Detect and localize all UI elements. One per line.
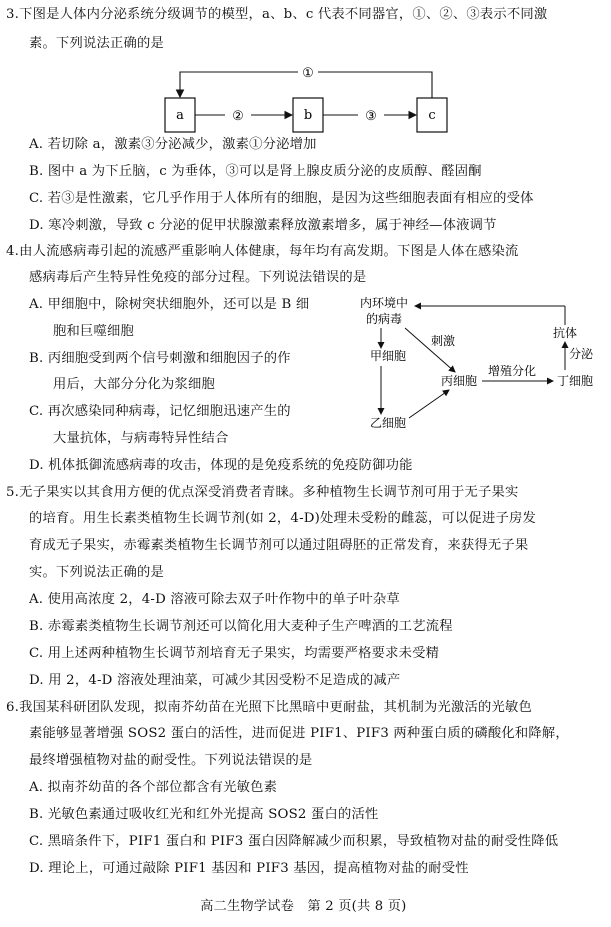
q5-option-d: D. 用 2，4-D 溶液处理油菜，可减少其因受粉不足造成的减产 [29,673,401,688]
q4-option-a-line1: A. 甲细胞中，除树突状细胞外，还可以是 B 细 [29,297,310,312]
q6-stem-line1: 6.我国某科研团队发现，拟南芥幼苗在光照下比黑暗中更耐盐，其机制为光激活的光敏色 [6,700,532,715]
arrow-yi-to-bing [409,390,449,418]
label-c: c [428,108,436,123]
antibody-label: 抗体 [553,326,578,340]
q4-stem-line1: 4.由人流感病毒引起的流感严重影响人体健康，每年均有高发期。下图是人体在感染流 [6,244,519,259]
q6-option-b: B. 光敏色素通过吸收红光和红外光提高 SOS2 蛋白的活性 [29,807,379,822]
yi-cell-label: 乙细胞 [370,416,407,430]
q4-option-a-line2: 胞和巨噬细胞 [53,324,134,339]
q3-option-d: D. 寒冷刺激，导致 c 分泌的促甲状腺激素释放激素增多，属于神经—体液调节 [29,218,497,233]
q5-stem-line4: 实。下列说法正确的是 [29,565,164,580]
q5-stem-line3: 育成无子果实，赤霉素类植物生长调节剂可以通过阻碍胚的正常发育，来获得无子果 [29,538,529,553]
label-b: b [303,108,313,123]
label-3: ③ [365,109,377,124]
q4-option-b-line1: B. 丙细胞受到两个信号刺激和细胞因子的作 [29,351,291,366]
label-1: ① [302,66,314,81]
q6-option-c: C. 黑暗条件下，PIF1 蛋白和 PIF3 蛋白因降解减少而积累，导致植物对盐的耐受性降低 [29,834,559,849]
q6-stem-line3: 最终增强植物对盐的耐受性。下列说法错误的是 [29,753,313,768]
q6-option-d: D. 理论上，可通过敲除 PIF1 基因和 PIF3 基因，提高植物对盐的耐受性 [29,861,469,876]
q4-option-c-line1: C. 再次感染同种病毒，记忆细胞迅速产生的 [29,404,291,419]
q3-stem-line2: 素。下列说法正确的是 [29,36,164,51]
ding-cell-label: 丁细胞 [557,374,594,388]
q3-option-a: A. 若切除 a，激素③分泌减少，激素①分泌增加 [29,137,317,152]
q3-option-c: C. 若③是性激素，它几乎作用于人体所有的细胞，是因为这些细胞表面有相应的受体 [29,191,534,206]
q5-stem-line2: 的培育。用生长素类植物生长调节剂(如 2，4-D)处理未受粉的雌蕊，可以促进子房发 [29,511,536,526]
feedback-arrow-left [180,72,298,97]
label-2: ② [232,109,244,124]
env-virus-label-1: 内环境中 [360,296,409,310]
q4-stem-line2: 感病毒后产生特异性免疫的部分过程。下列说法错误的是 [29,270,367,285]
bing-cell-label: 丙细胞 [441,374,478,388]
page-footer: 高二生物学试卷 第 2 页(共 8 页) [200,899,407,914]
q5-option-b: B. 赤霉素类植物生长调节剂还可以简化用大麦种子生产啤酒的工艺流程 [29,619,453,634]
q4-option-c-line2: 大量抗体，与病毒特异性结合 [53,431,229,446]
q5-option-c: C. 用上述两种植物生长调节剂培育无子果实，均需要严格要求未受精 [29,646,440,661]
q3-option-b: B. 图中 a 为下丘脑，c 为垂体，③可以是肾上腺皮质分泌的皮质醇、醛固酮 [29,164,482,179]
q5-stem-line1: 5.无子果实以其食用方便的优点深受消费者青睐。多种植物生长调节剂可用于无子果实 [6,485,519,500]
q6-option-a: A. 拟南芥幼苗的各个部位都含有光敏色素 [29,780,278,795]
q3-feedback-diagram [150,60,470,140]
env-virus-label-2: 的病毒 [366,312,403,326]
jia-cell-label: 甲细胞 [370,349,407,363]
feedback-arrow-right [318,72,432,98]
label-a: a [176,108,184,123]
q5-option-a: A. 使用高浓度 2，4-D 溶液可除去双子叶作物中的单子叶杂草 [29,592,400,607]
q4-immune-diagram [345,290,611,440]
q6-stem-line2: 素能够显著增强 SOS2 蛋白的活性，进而促进 PIF1、PIF3 两种蛋白质的磷酸化和降解， [29,726,569,741]
stimulate-label: 刺激 [431,334,456,348]
secrete-label: 分泌 [569,347,594,361]
q4-option-b-line2: 用后，大部分分化为浆细胞 [53,377,215,392]
proliferate-label: 增殖分化 [488,364,537,378]
q3-stem-line1: 3.下图是人体内分泌系统分级调节的模型，a、b、c 代表不同器官，①、②、③表示不同激 [6,7,548,22]
q4-option-d: D. 机体抵御流感病毒的攻击，体现的是免疫系统的免疫防御功能 [29,458,413,473]
